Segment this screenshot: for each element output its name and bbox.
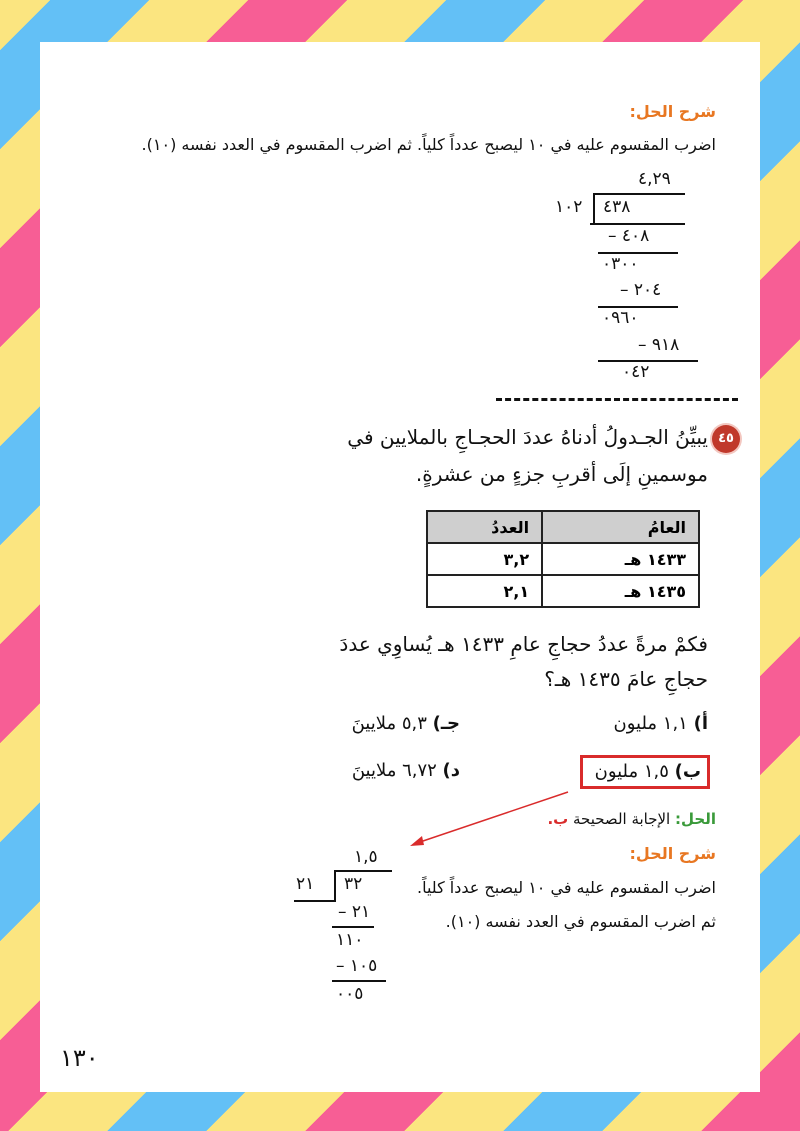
option-letter: ب) [674, 761, 701, 782]
solution1-instruction: اضرب المقسوم عليه في ١٠ ليصبح عدداً كلياً. ثم اضرب المقسوم في العدد نفسه (١٠). [141, 135, 716, 154]
table-cell-year: ١٤٣٣ هـ [542, 543, 699, 575]
solution1-heading: شرح الحل: [629, 102, 716, 121]
option-text: ١,٥ مليون [594, 761, 669, 782]
worksheet-page [40, 42, 760, 1092]
question-prompt-line1: فكمْ مرةً عددُ حجاجِ عامِ ١٤٣٣ هـ يُساوِي عددَ [339, 632, 708, 656]
solution2-dividend: ٣٢ [344, 874, 363, 894]
option-text: ٥,٣ ملايينَ [351, 713, 427, 734]
table-cell-count: ٣,٢ [427, 543, 542, 575]
division-line [294, 900, 336, 902]
solution1-quotient: ٤,٢٩ [638, 169, 671, 189]
option-letter: د) [442, 760, 460, 781]
solution1-step: – ٢٠٤ [620, 280, 662, 300]
solution1-step: – ٩١٨ [638, 335, 680, 355]
option-text: ١,١ مليون [613, 713, 688, 734]
solution2-heading: شرح الحل: [629, 844, 716, 863]
solution2-step: – ٢١ [338, 902, 371, 922]
solution2-quotient: ١,٥ [354, 847, 378, 867]
solution1-step: ٠٩٦٠ [602, 308, 639, 328]
question-prompt-line2: حجاجِ عامَ ١٤٣٥ هـ؟ [544, 667, 708, 691]
answer-label: الحل: [675, 810, 716, 828]
division-bar [334, 870, 392, 872]
option-letter: أ) [693, 713, 708, 734]
solution1-divisor: ١٠٢ [555, 197, 583, 217]
answer-text: الإجابة الصحيحة [573, 810, 671, 828]
division-bracket [334, 870, 336, 900]
question-text-line1: يبيِّنُ الجـدولُ أدناهُ عددَ الحجـاجِ بالملايين في [347, 425, 708, 449]
option-letter: جـ) [432, 713, 460, 734]
answer-line [547, 810, 716, 828]
table-header-count: العددُ [427, 511, 542, 543]
answer-letter: ب. [547, 810, 569, 828]
question-text-line2: موسمينِ إلَى أقربِ جزءٍ من عشرةٍ. [415, 462, 708, 486]
solution1-dividend: ٤٣٨ [603, 197, 631, 217]
division-line [332, 980, 386, 982]
solution2-divisor: ٢١ [296, 874, 315, 894]
solution1-step: – ٤٠٨ [608, 226, 650, 246]
solution1-step: ٠٣٠٠ [602, 254, 639, 274]
solution2-step: ٠٠٥ [336, 984, 364, 1004]
page-number: ١٣٠ [60, 1044, 99, 1072]
solution2-line1: اضرب المقسوم عليه في ١٠ ليصبح عدداً كلياً. [416, 878, 716, 897]
solution2-line2: ثم اضرب المقسوم في العدد نفسه (١٠). [445, 912, 716, 931]
table-cell-count: ٢,١ [427, 575, 542, 607]
solution2-step: ١١٠ [336, 930, 364, 950]
division-line [332, 926, 374, 928]
solution2-step: – ١٠٥ [336, 956, 378, 976]
answer-arrow [40, 42, 760, 1092]
table-header-year: العامُ [542, 511, 699, 543]
option-text: ٦,٧٢ ملايينَ [351, 760, 437, 781]
table-cell-year: ١٤٣٥ هـ [542, 575, 699, 607]
question-number-badge: ٤٥ [712, 425, 740, 453]
solution1-step: ٠٤٢ [622, 362, 650, 382]
